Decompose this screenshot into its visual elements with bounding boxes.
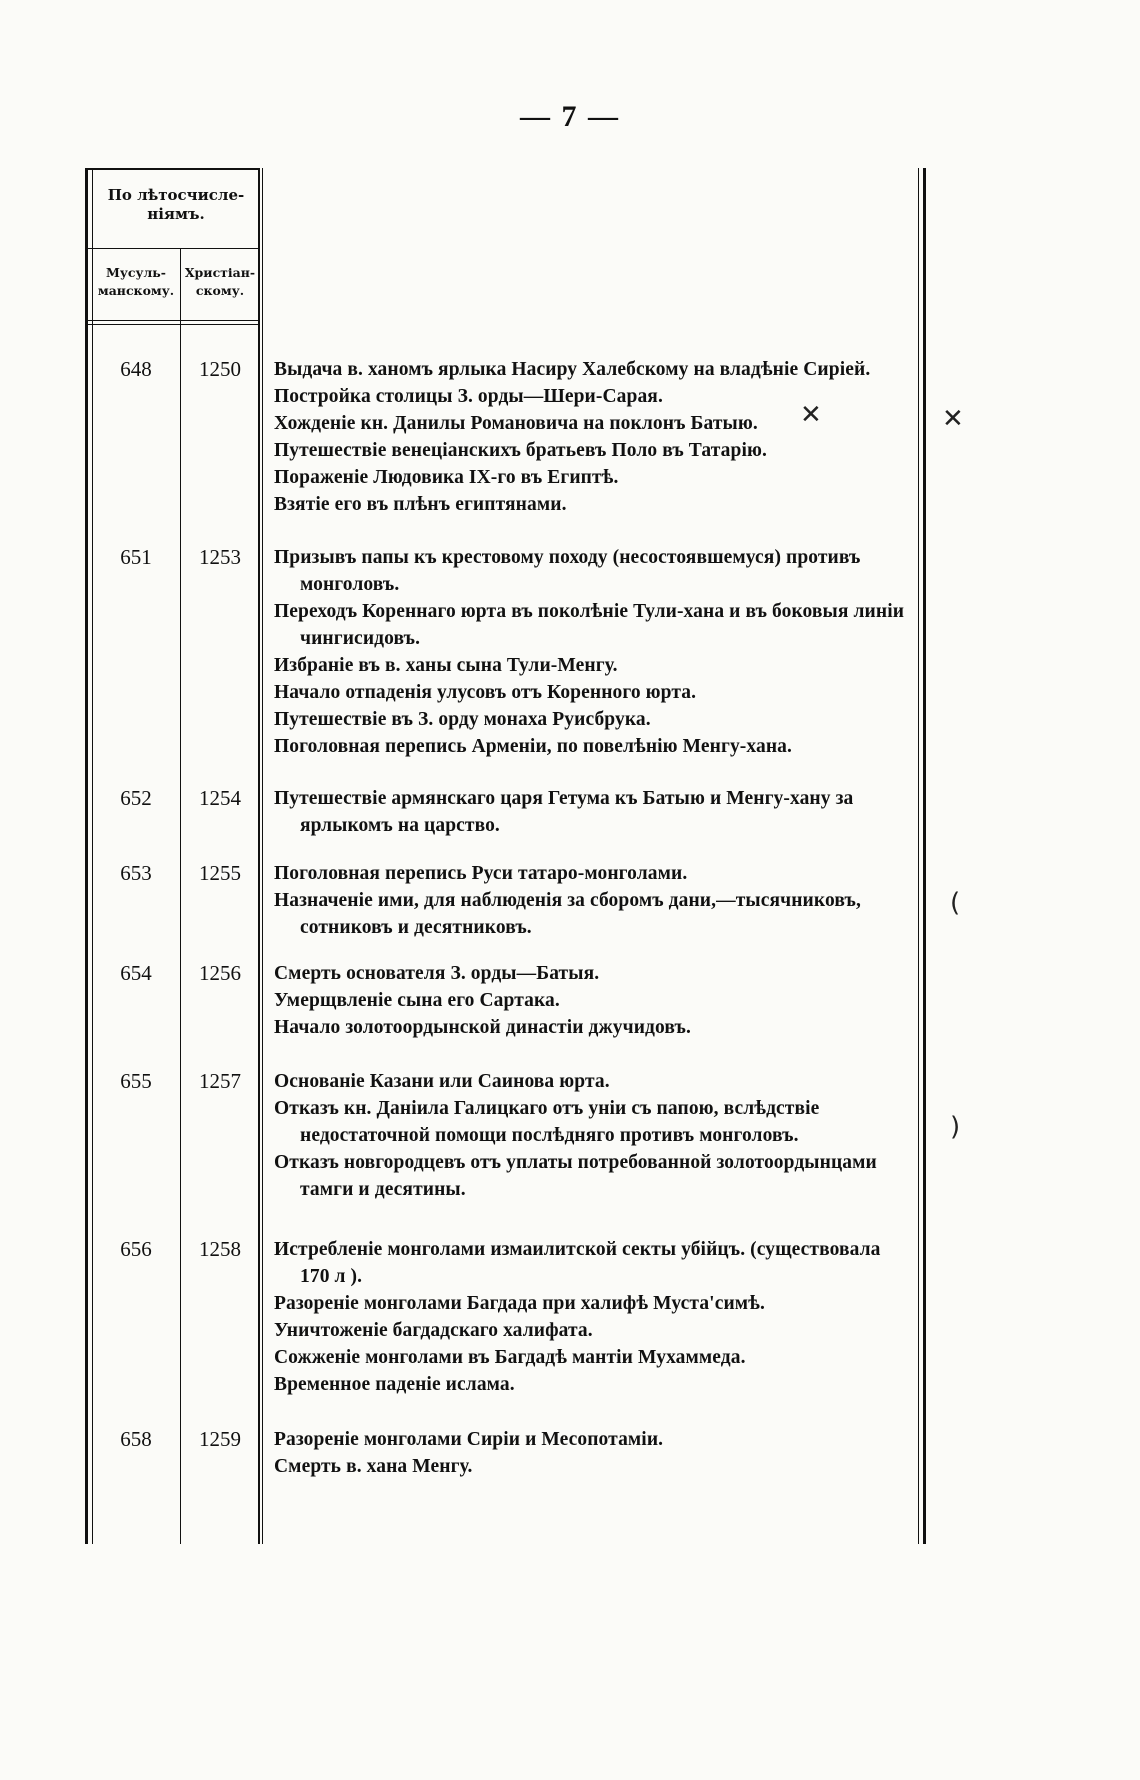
event-list — [274, 960, 914, 1041]
event-item: Назначеніе ими, для наблюденія за сборомъ дани,—тысячниковъ, сотниковъ и десятниковъ. — [274, 890, 861, 938]
event-item: Хожденіе кн. Данилы Романовича на поклонъ Батыю. — [274, 413, 758, 434]
year-christian: 1258 — [199, 1237, 241, 1261]
year-muslim: 654 — [120, 961, 152, 985]
event-item: Умерщвленіе сына его Сартака. — [274, 990, 560, 1011]
year-muslim: 656 — [120, 1237, 152, 1261]
event-item: Путешествіе въ З. орду монаха Руисбрука. — [274, 709, 651, 730]
event-item: Смерть в. хана Менгу. — [274, 1456, 473, 1477]
year-muslim: 655 — [120, 1069, 152, 1093]
pencil-x-mark-icon: ✕ — [800, 400, 822, 430]
event-item: Взятіе его въ плѣнъ египтянами. — [274, 494, 567, 515]
year-muslim: 651 — [120, 545, 152, 569]
event-item: Уничтоженіе багдадскаго халифата. — [274, 1320, 593, 1341]
event-list — [274, 1068, 914, 1203]
page-number: — 7 — — [520, 100, 620, 133]
year-christian: 1256 — [199, 961, 241, 985]
event-item: Поголовная перепись Арменіи, по повелѣнію Менгу-хана. — [274, 736, 792, 757]
margin-bracket-close-icon: ) — [950, 1112, 961, 1142]
margin-x-mark-icon: ✕ — [942, 404, 964, 434]
event-item: Путешествіе армянскаго царя Гетума къ Батыю и Менгу-хану за ярлыкомъ на царство. — [274, 788, 854, 836]
event-item: Путешествіе венеціанскихъ братьевъ Поло въ Татарію. — [274, 440, 767, 461]
event-item: Поголовная перепись Руси татаро-монголами. — [274, 863, 688, 884]
event-list — [274, 1426, 914, 1480]
year-muslim: 652 — [120, 786, 152, 810]
year-muslim: 648 — [120, 357, 152, 381]
year-christian: 1257 — [199, 1069, 241, 1093]
year-christian: 1254 — [199, 786, 241, 810]
event-item: Отказъ новгородцевъ отъ уплаты потребованной золотоордынцами тамги и десятины. — [274, 1152, 877, 1200]
event-list — [274, 544, 914, 760]
event-item: Начало отпаденія улусовъ отъ Коренного юрта. — [274, 682, 697, 703]
year-christian: 1250 — [199, 357, 241, 381]
event-item: Сожженіе монголами въ Багдадѣ мантіи Мухаммеда. — [274, 1347, 746, 1368]
year-christian: 1253 — [199, 545, 241, 569]
header-christian-calendar: Христіан-скому. — [184, 265, 256, 298]
event-item: Выдача в. ханомъ ярлыка Насиру Халебскому на владѣніе Сиріей. — [274, 359, 871, 380]
event-list — [274, 1236, 914, 1398]
event-item: Разореніе монголами Багдада при халифѣ Муста'симѣ. — [274, 1293, 765, 1314]
event-item: Пораженіе Людовика IX-го въ Египтѣ. — [274, 467, 619, 488]
event-list — [274, 356, 914, 518]
event-item: Основаніе Казани или Саинова юрта. — [274, 1071, 610, 1092]
event-item: Избраніе въ в. ханы сына Тули-Менгу. — [274, 655, 618, 676]
event-item: Переходъ Кореннаго юрта въ поколѣніе Тули-хана и въ боковыя линіи чингисидовъ. — [274, 601, 905, 649]
event-list — [274, 860, 914, 941]
event-item: Начало золотоордынской династіи джучидовъ. — [274, 1017, 691, 1038]
event-item: Отказъ кн. Даніила Галицкаго отъ уніи съ папою, вслѣдствіе недостаточной помощи послѣдняго противъ монголовъ. — [274, 1098, 820, 1146]
header-chronology-title: По лѣтосчисле-ніямъ. — [107, 186, 245, 223]
event-item: Смерть основателя З. орды—Батыя. — [274, 963, 600, 984]
event-item: Временное паденіе ислама. — [274, 1374, 515, 1395]
event-item: Призывъ папы къ крестовому походу (несостоявшемуся) противъ монголовъ. — [274, 547, 861, 595]
entries-container — [88, 168, 923, 1544]
year-christian: 1259 — [199, 1427, 241, 1451]
margin-bracket-icon: ( — [950, 888, 961, 918]
chronology-table — [85, 168, 926, 1544]
event-item: Истребленіе монголами измаилитской секты убійцъ. (существовала 170 л ). — [274, 1239, 881, 1287]
event-item: Разореніе монголами Сиріи и Месопотаміи. — [274, 1429, 664, 1450]
year-muslim: 658 — [120, 1427, 152, 1451]
event-item: Постройка столицы З. орды—Шери-Сарая. — [274, 386, 663, 407]
header-muslim-calendar: Мусуль-манскому. — [97, 265, 175, 298]
event-list — [274, 785, 914, 839]
year-christian: 1255 — [199, 861, 241, 885]
year-muslim: 653 — [120, 861, 152, 885]
